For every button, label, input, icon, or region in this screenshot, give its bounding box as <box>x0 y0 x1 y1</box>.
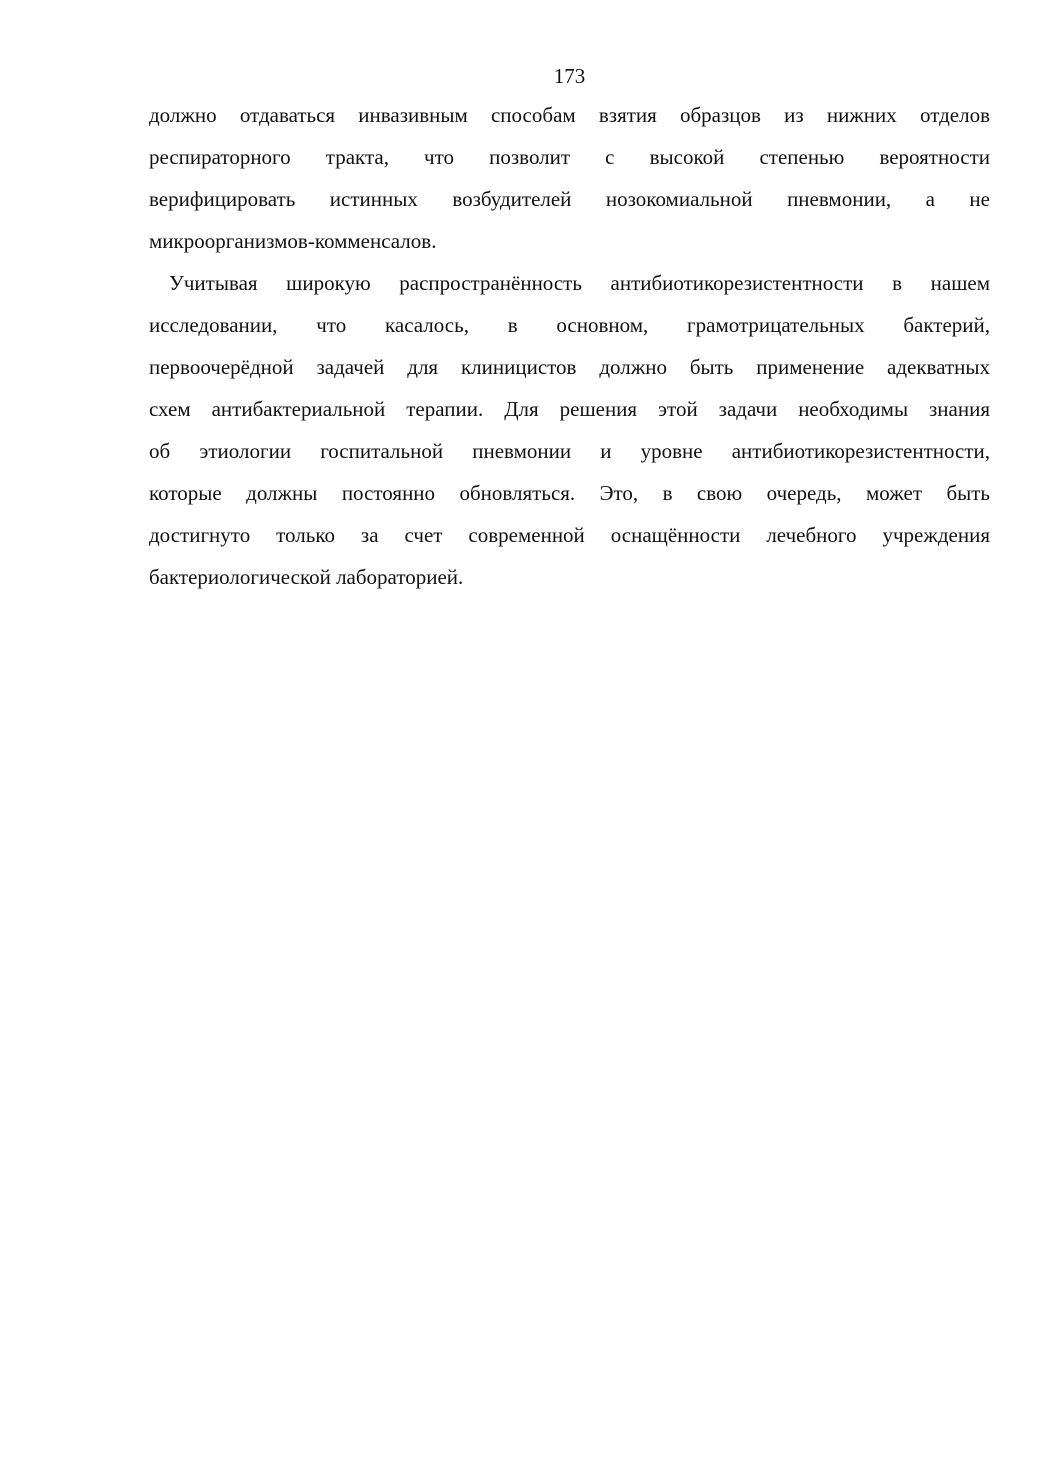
text-line: которые должны постоянно обновляться. Это, в свою очередь, может быть <box>149 481 990 505</box>
text-line: респираторного тракта, что позволит с высокой степенью вероятности <box>149 145 990 169</box>
text-line: бактериологической лабораторией. <box>149 565 464 589</box>
page-number: 173 <box>553 64 586 88</box>
text-line: исследовании, что касалось, в основном, грамотрицательных бактерий, <box>149 313 990 337</box>
paragraph-continuation <box>149 94 990 262</box>
document-body <box>149 94 990 598</box>
paragraph-conclusion <box>149 262 990 598</box>
text-line: первоочерёдной задачей для клиницистов должно быть применение адекватных <box>149 355 990 379</box>
text-line: Учитывая широкую распространённость антибиотикорезистентности в нашем <box>169 271 990 295</box>
text-line: об этиологии госпитальной пневмонии и уровне антибиотикорезистентности, <box>149 439 990 463</box>
text-line: схем антибактериальной терапии. Для решения этой задачи необходимы знания <box>149 397 990 421</box>
text-line: верифицировать истинных возбудителей нозокомиальной пневмонии, а не <box>149 187 990 211</box>
text-line: микроорганизмов-комменсалов. <box>149 229 437 253</box>
text-line: достигнуто только за счет современной оснащённости лечебного учреждения <box>149 523 990 547</box>
text-line: должно отдаваться инвазивным способам взятия образцов из нижних отделов <box>149 103 990 127</box>
